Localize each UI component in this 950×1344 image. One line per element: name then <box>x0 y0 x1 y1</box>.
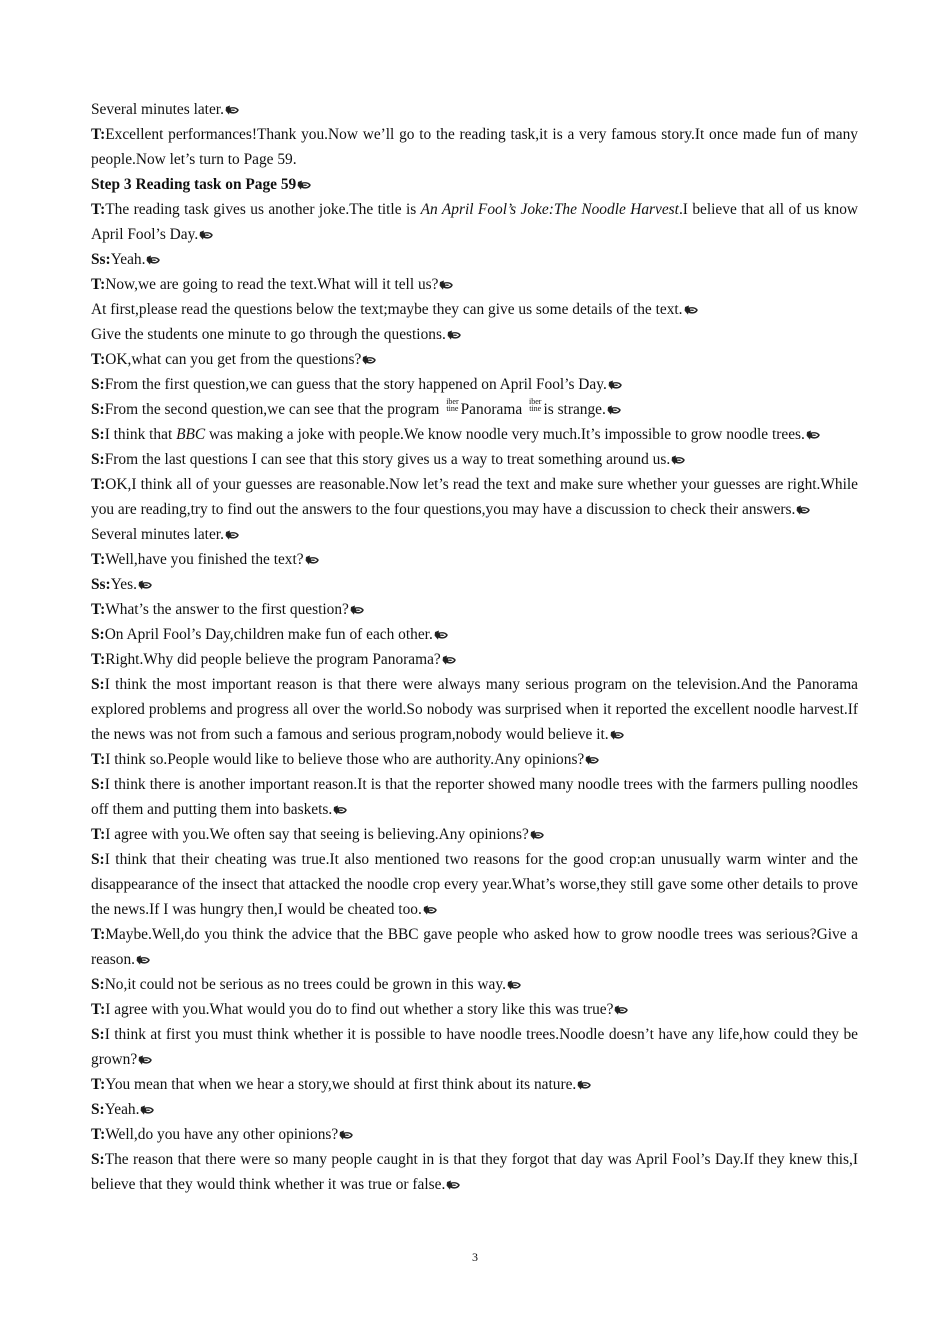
paragraph: S:The reason that there were so many people caught in is that they forgot that day was April Fool’s Day.If they knew this,I believe that they would think whether it was true or false. <box>91 1151 858 1193</box>
paragraph: T:What’s the answer to the first question? <box>91 597 858 622</box>
speaker-label: Ss: <box>91 576 111 593</box>
paragraph: T:You mean that when we hear a story,we should at first think about its nature. <box>91 1072 858 1097</box>
speaker-label: S: <box>91 851 105 868</box>
paragraph: T:Well,have you finished the text? <box>91 547 858 572</box>
speaker-label: S: <box>91 976 105 993</box>
paragraph: Ss:Yes. <box>91 572 858 597</box>
speaker-label: T: <box>91 926 106 943</box>
paragraph: S:From the last questions I can see that this story gives us a way to treat something around us. <box>91 447 858 472</box>
speaker-label: S: <box>91 401 105 418</box>
return-mark-icon <box>577 1080 592 1090</box>
speaker-label: S: <box>91 1101 105 1118</box>
return-mark-icon <box>339 1130 354 1140</box>
bbc-italic: BBC <box>176 426 206 443</box>
speaker-label: T: <box>91 351 106 368</box>
paragraph: S:I think that BBC was making a joke with people.We know noodle very much.It’s impossible to grow noodle trees. <box>91 422 858 447</box>
return-mark-icon <box>671 455 686 465</box>
speaker-label: T: <box>91 1076 106 1093</box>
speaker-label: T: <box>91 651 106 668</box>
paragraph: Several minutes later. <box>91 522 858 547</box>
speaker-label: T: <box>91 826 106 843</box>
return-mark-icon <box>684 305 699 315</box>
return-mark-icon <box>362 355 377 365</box>
speaker-label: T: <box>91 601 106 618</box>
return-mark-icon <box>614 1005 629 1015</box>
paragraph: T:Right.Why did people believe the program Panorama? <box>91 647 858 672</box>
speaker-label: T: <box>91 1001 106 1018</box>
paragraph: S:I think the most important reason is that there were always many serious program on the television.And the Panorama explored problems and progress all over the world.So nobody was surprised when it reported the excellent noodle harvest.If the news was not from such a famous and serious program,nobody would believe it. <box>91 676 858 743</box>
speaker-label: S: <box>91 426 105 443</box>
return-mark-icon <box>136 955 151 965</box>
speaker-label: T: <box>91 1126 106 1143</box>
paragraph: S:I think at first you must think whether it is possible to have noodle trees.Noodle doesn’t have any life,how could they be grown? <box>91 1026 858 1068</box>
return-mark-icon <box>225 530 240 540</box>
paragraph: Give the students one minute to go through the questions. <box>91 322 858 347</box>
return-mark-icon <box>423 905 438 915</box>
return-mark-icon <box>446 1180 461 1190</box>
speaker-label: S: <box>91 776 105 793</box>
return-mark-icon <box>608 380 623 390</box>
return-mark-icon <box>439 280 454 290</box>
return-mark-icon <box>138 580 153 590</box>
paragraph: T:I agree with you.We often say that seeing is believing.Any opinions? <box>91 822 858 847</box>
speaker-label: Ss: <box>91 251 111 268</box>
return-mark-icon <box>442 655 457 665</box>
return-mark-icon <box>796 505 811 515</box>
story-title: An April Fool’s Joke:The Noodle Harvest <box>420 201 679 218</box>
speaker-label: S: <box>91 676 105 693</box>
return-mark-icon <box>199 230 214 240</box>
paragraph: T:Now,we are going to read the text.What will it tell us? <box>91 272 858 297</box>
paragraph: S:I think there is another important reason.It is that the reporter showed many noodle trees with the farmers pulling noodles off them and putting them into baskets. <box>91 776 858 818</box>
speaker-label: T: <box>91 751 106 768</box>
speaker-label: S: <box>91 626 105 643</box>
speaker-label: S: <box>91 1151 105 1168</box>
document-body <box>91 97 858 1197</box>
footnote-mark: iber tine <box>529 397 542 413</box>
speaker-label: T: <box>91 476 106 493</box>
footnote-mark: iber tine <box>446 397 459 413</box>
speaker-label: S: <box>91 1026 105 1043</box>
speaker-label: S: <box>91 376 105 393</box>
paragraph: T:OK,I think all of your guesses are reasonable.Now let’s read the text and make sure whether your guesses are right.While you are reading,try to find out the answers to the four questions,you may have a discussion to check their answers. <box>91 476 858 518</box>
paragraph: T:I agree with you.What would you do to find out whether a story like this was true? <box>91 997 858 1022</box>
return-mark-icon <box>434 630 449 640</box>
speaker-label: T: <box>91 201 106 218</box>
return-mark-icon <box>333 805 348 815</box>
paragraph: T:OK,what can you get from the questions? <box>91 347 858 372</box>
paragraph: Ss:Yeah. <box>91 247 858 272</box>
paragraph: T:Excellent performances!Thank you.Now we’ll go to the reading task,it is a very famous story.It once made fun of many people.Now let’s turn to Page 59. <box>91 126 858 168</box>
page-number: 3 <box>472 1250 478 1264</box>
return-mark-icon <box>305 555 320 565</box>
paragraph: T:Well,do you have any other opinions? <box>91 1122 858 1147</box>
paragraph: S:On April Fool’s Day,children make fun of each other. <box>91 622 858 647</box>
section-heading: Step 3 Reading task on Page 59 <box>91 172 858 197</box>
paragraph: S:No,it could not be serious as no trees could be grown in this way. <box>91 972 858 997</box>
speaker-label: S: <box>91 451 105 468</box>
return-mark-icon <box>530 830 545 840</box>
speaker-label: T: <box>91 126 106 143</box>
paragraph: T:I think so.People would like to believe those who are authority.Any opinions? <box>91 747 858 772</box>
return-mark-icon <box>225 105 240 115</box>
speaker-label: T: <box>91 276 106 293</box>
return-mark-icon <box>140 1105 155 1115</box>
paragraph: T:The reading task gives us another joke.The title is An April Fool’s Joke:The Noodle Harvest.I believe that all of us know April Fool’s Day. <box>91 201 859 243</box>
return-mark-icon <box>350 605 365 615</box>
paragraph: S:Yeah. <box>91 1097 858 1122</box>
speaker-label: T: <box>91 551 106 568</box>
return-mark-icon <box>585 755 600 765</box>
return-mark-icon <box>806 430 821 440</box>
return-mark-icon <box>607 405 622 415</box>
paragraph: S:From the second question,we can see that the program iber tine Panorama iber tine is strange. <box>91 397 858 422</box>
return-mark-icon <box>297 180 312 190</box>
return-mark-icon <box>610 730 625 740</box>
return-mark-icon <box>447 330 462 340</box>
return-mark-icon <box>507 980 522 990</box>
paragraph: At first,please read the questions below the text;maybe they can give us some details of the text. <box>91 297 858 322</box>
paragraph: Several minutes later. <box>91 97 858 122</box>
return-mark-icon <box>138 1055 153 1065</box>
paragraph: T:Maybe.Well,do you think the advice that the BBC gave people who asked how to grow noodle trees was serious?Give a reason. <box>91 926 858 968</box>
paragraph: S:I think that their cheating was true.It also mentioned two reasons for the good crop:an unusually warm winter and the disappearance of the insect that attacked the noodle crop every year.What’s worse,they still gave some other details to prove the news.If I was hungry then,I would be cheated too. <box>91 851 858 918</box>
return-mark-icon <box>146 255 161 265</box>
paragraph: S:From the first question,we can guess that the story happened on April Fool’s Day. <box>91 372 858 397</box>
